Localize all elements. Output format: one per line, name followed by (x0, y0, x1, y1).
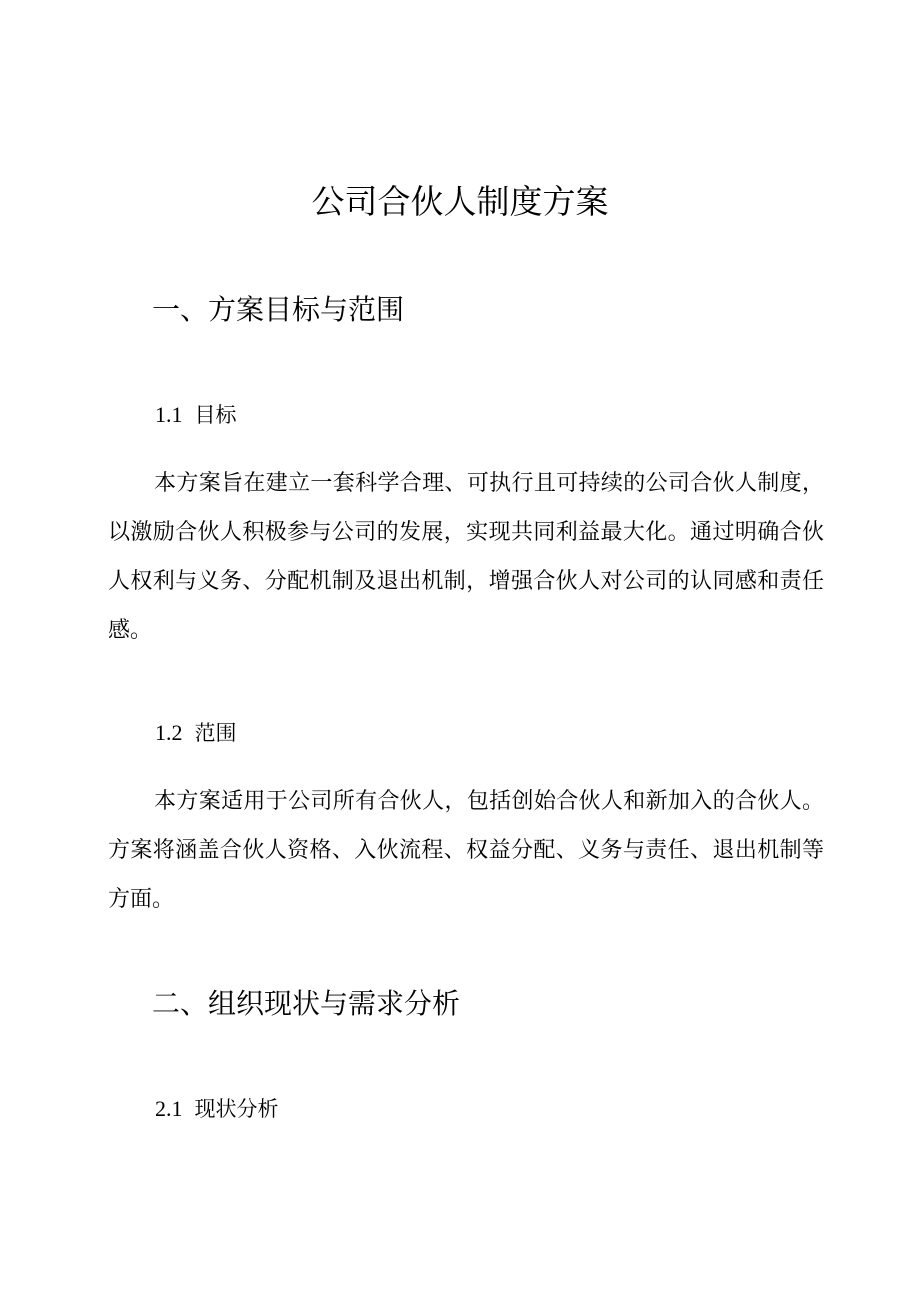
subsection-title: 现状分析 (194, 1097, 279, 1121)
subsection-heading-1-1 (155, 398, 237, 432)
paragraph-goal: 本方案旨在建立一套科学合理、可执行且可持续的公司合伙人制度，以激励合伙人积极参与公司的发展，实现共同利益最大化。通过明确合伙人权利与义务、分配机制及退出机制，增强合伙人对公司的认同感和责任感。 (108, 471, 824, 643)
subsection-number: 1.2 (155, 720, 183, 745)
subsection-title: 范围 (194, 721, 237, 745)
section-heading-2: 二、组织现状与需求分析 (152, 987, 461, 1020)
subsection-number: 1.1 (155, 402, 183, 427)
subsection-number: 2.1 (155, 1096, 183, 1121)
subsection-heading-2-1 (155, 1092, 279, 1126)
subsection-heading-1-2 (155, 716, 237, 750)
subsection-title: 目标 (194, 403, 237, 427)
paragraph-scope: 本方案适用于公司所有合伙人，包括创始合伙人和新加入的合伙人。方案将涵盖合伙人资格、入伙流程、权益分配、义务与责任、退出机制等方面。 (108, 789, 824, 912)
document-title: 公司合伙人制度方案 (311, 182, 609, 221)
section-heading-1: 一、方案目标与范围 (152, 293, 405, 326)
